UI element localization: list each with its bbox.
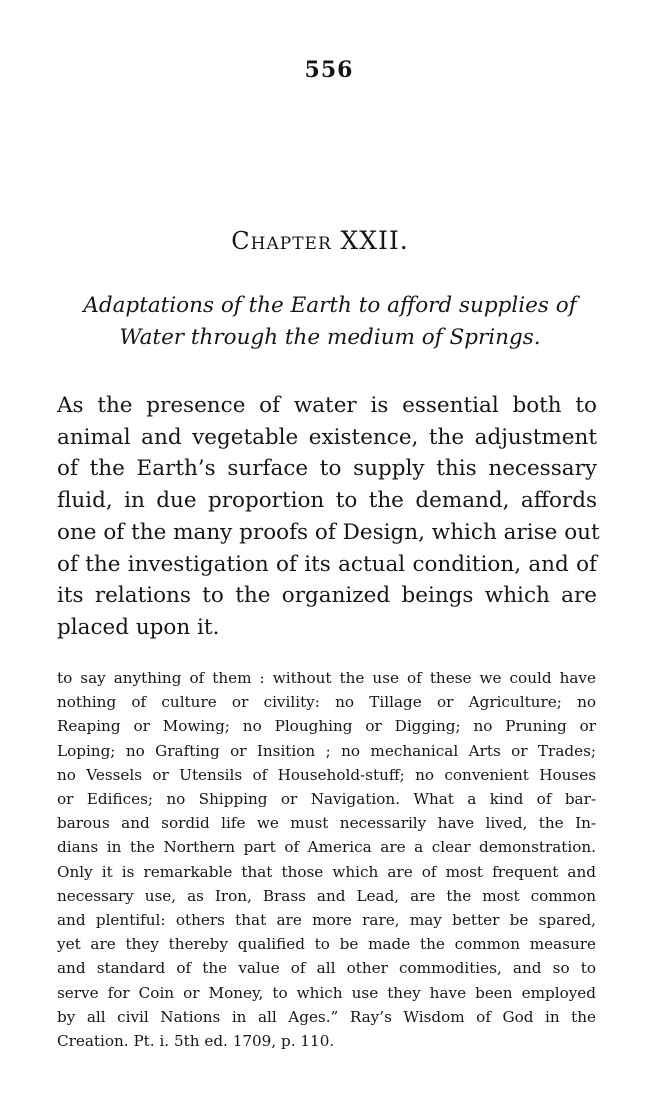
quote-line: Creation. Pt. i. 5th ed. 1709, p. 110.: [57, 1032, 335, 1051]
lead-line: of the investigation of its actual condition, and of: [57, 551, 597, 577]
lead-line: fluid, in due proportion to the demand, affords: [57, 488, 597, 514]
lead-line: one of the many proofs of Design, which arise out: [57, 519, 600, 545]
quote-line: necessary use, as Iron, Brass and Lead, are the most common: [57, 886, 596, 905]
lead-line: As the presence of water is essential both to: [57, 393, 597, 418]
quote-line: nothing of culture or civility: no Tillage or Agriculture; no: [57, 693, 596, 712]
subtitle-line: Water through the medium of Springs.: [119, 325, 541, 350]
quote-paragraph: [57, 666, 596, 1053]
quote-line: to say anything of them : without the use of these we could have: [57, 669, 596, 687]
chapter-subtitle: [40, 290, 620, 354]
lead-line: placed upon it.: [57, 614, 220, 640]
lead-line: its relations to the organized beings which are: [57, 583, 597, 609]
page-number: 556: [304, 57, 354, 83]
quote-line: and standard of the value of all other commodities, and so to: [57, 959, 596, 978]
quote-line: Reaping or Mowing; no Ploughing or Digging; no Pruning or: [57, 717, 596, 736]
quote-line: or Edifices; no Shipping or Navigation. What a kind of bar-: [57, 790, 596, 809]
quote-line: Only it is remarkable that those which are of most frequent and: [57, 862, 596, 881]
quote-line: and plentiful: others that are more rare, may better be spared,: [57, 911, 596, 930]
chapter-word: Chapter: [231, 227, 332, 255]
quote-line: barous and sordid life we must necessarily have lived, the In-: [57, 814, 596, 833]
quote-line: yet are they thereby qualified to be made the common measure: [57, 935, 596, 954]
subtitle-line: Adaptations of the Earth to afford supplies of: [83, 293, 577, 318]
chapter-heading: [0, 226, 640, 255]
lead-line: of the Earth’s surface to supply this necessary: [57, 456, 597, 482]
lead-line: animal and vegetable existence, the adjustment: [57, 424, 597, 450]
quote-line: Loping; no Grafting or Insition ; no mechanical Arts or Trades;: [57, 741, 596, 760]
quote-line: no Vessels or Utensils of Household-stuff; no convenient Houses: [57, 765, 596, 784]
lead-paragraph: [57, 390, 600, 644]
quote-line: dians in the Northern part of America are a clear demonstration.: [57, 838, 596, 857]
quote-line: serve for Coin or Money, to which use they have been employed: [57, 983, 596, 1002]
quote-line: by all civil Nations in all Ages.” Ray’s Wisdom of God in the: [57, 1007, 596, 1026]
chapter-numeral: XXII.: [340, 226, 409, 255]
